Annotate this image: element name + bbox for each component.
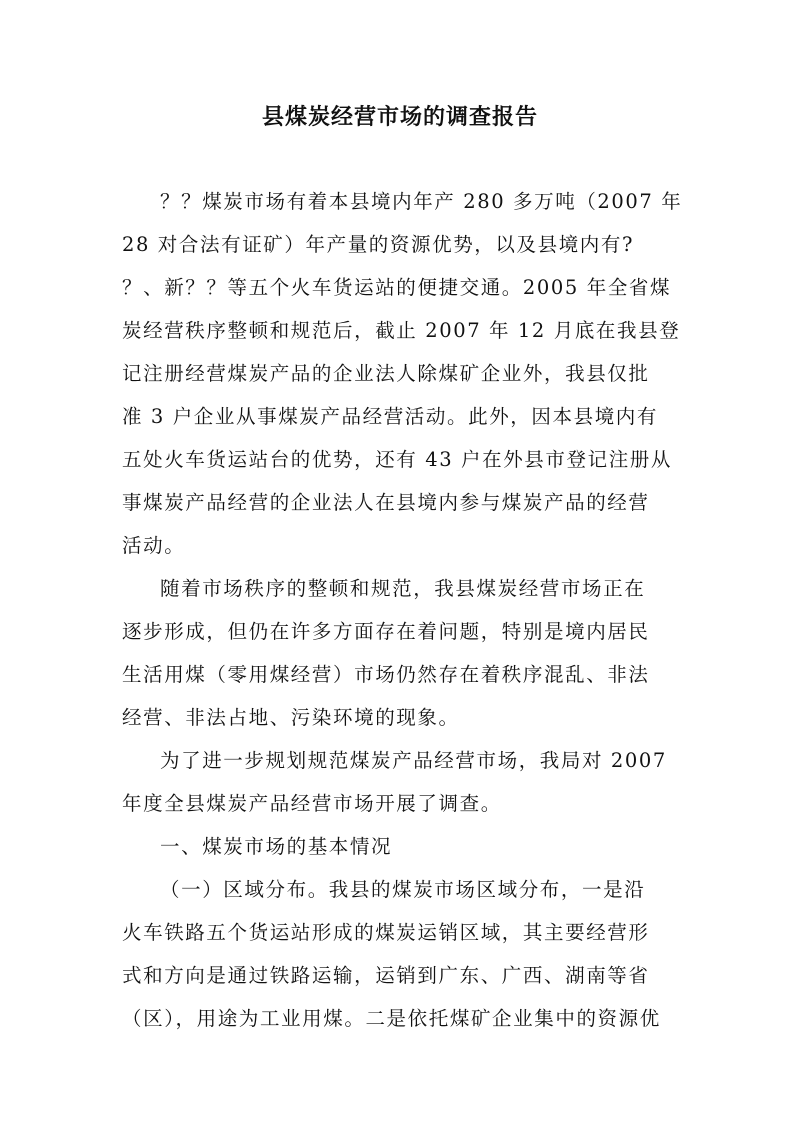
section-heading: 一、煤炭市场的基本情况 (160, 835, 393, 858)
paragraph-line: 28 对合法有证矿）年产量的资源优势，以及县境内有? (122, 233, 635, 256)
paragraph-line: 随着市场秩序的整顿和规范，我县煤炭经营市场正在 (160, 577, 646, 600)
paragraph-line: （一）区域分布。我县的煤炭市场区域分布，一是沿 (160, 878, 646, 901)
paragraph-line: ？？煤炭市场有着本县境内年产 280 多万吨（2007 年 (160, 190, 683, 213)
paragraph-line: 为了进一步规划规范煤炭产品经营市场，我局对 2007 (160, 749, 667, 772)
paragraph-line: 准 3 户企业从事煤炭产品经营活动。此外，因本县境内有 (122, 405, 659, 428)
paragraph-line: （区），用途为工业用煤。二是依托煤矿企业集中的资源优 (122, 1007, 661, 1030)
paragraph-line: 经营、非法占地、污染环境的现象。 (122, 706, 460, 729)
paragraph-line: 炭经营秩序整顿和规范后，截止 2007 年 12 月底在我县登 (122, 319, 681, 342)
paragraph-line: 记注册经营煤炭产品的企业法人除煤矿企业外，我县仅批 (122, 362, 650, 385)
paragraph-line: 年度全县煤炭产品经营市场开展了调查。 (122, 792, 502, 815)
paragraph-line: 活动。 (122, 534, 186, 557)
paragraph-line: 生活用煤（零用煤经营）市场仍然存在着秩序混乱、非法 (122, 663, 650, 686)
paragraph-line: 五处火车货运站台的优势，还有 43 户在外县市登记注册从 (122, 448, 673, 471)
paragraph-line: ？、新？？等五个火车货运站的便捷交通。2005 年全省煤 (122, 276, 672, 299)
paragraph-line: 事煤炭产品经营的企业法人在县境内参与煤炭产品的经营 (122, 491, 650, 514)
paragraph-line: 式和方向是通过铁路运输，运销到广东、广西、湖南等省 (122, 964, 650, 987)
paragraph-line: 逐步形成，但仍在许多方面存在着问题，特别是境内居民 (122, 620, 650, 643)
document-title: 县煤炭经营市场的调查报告 (261, 105, 538, 130)
paragraph-line: 火车铁路五个货运站形成的煤炭运销区域，其主要经营形 (122, 921, 650, 944)
